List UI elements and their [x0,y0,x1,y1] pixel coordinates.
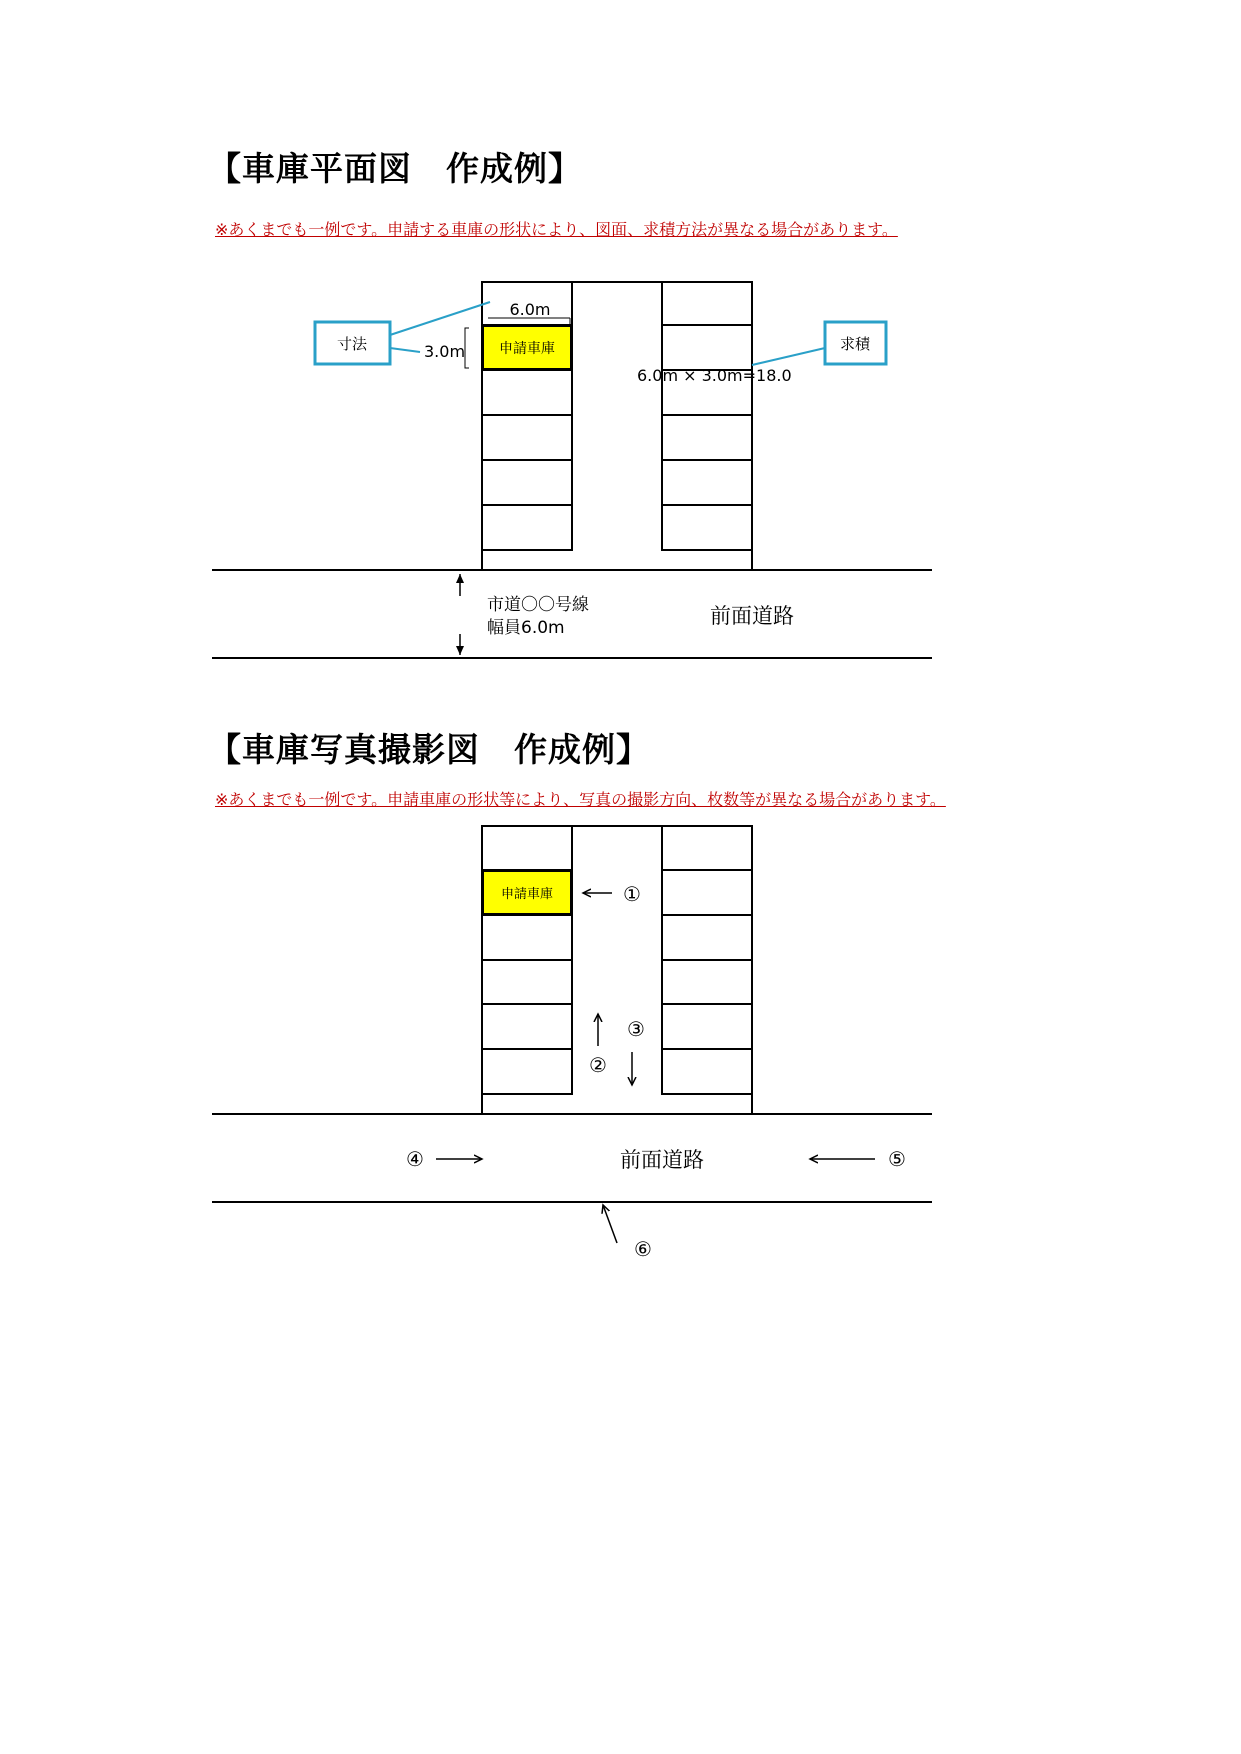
dimension-leader-2 [390,348,420,352]
garage-label: 申請車庫 [499,341,555,357]
front-road-label: 前面道路 [710,604,794,628]
dimension-callout-label: 寸法 [336,335,368,353]
depth-bracket [465,328,469,368]
arrow-6 [603,1205,617,1243]
garage-label-2: 申請車庫 [500,887,554,902]
section1-note: ※あくまでも一例です。申請する車庫の形状により、図面、求積方法が異なる場合があります。 [215,220,898,239]
road-width: 幅員6.0m [487,618,565,638]
area-leader [752,348,825,365]
marker-5: ⑤ [888,1147,906,1171]
dimension-leader-1 [390,302,490,335]
width-dimension: 6.0m [509,300,551,319]
marker-3: ③ [627,1017,645,1041]
depth-dimension: 3.0m [424,342,466,361]
front-road-label-2: 前面道路 [620,1148,704,1172]
section1-title: 【車庫平面図 作成例】 [208,149,582,188]
section2-title: 【車庫写真撮影図 作成例】 [208,730,650,769]
marker-6: ⑥ [634,1237,652,1261]
marker-2: ② [589,1053,607,1077]
area-callout-label: 求積 [839,335,871,353]
road-name: 市道〇〇号線 [487,595,589,615]
area-formula: 6.0m × 3.0m=18.0 [637,366,792,385]
marker-1: ① [623,882,641,906]
marker-4: ④ [406,1147,424,1171]
section2-note: ※あくまでも一例です。申請車庫の形状等により、写真の撮影方向、枚数等が異なる場合があります。 [215,790,946,809]
